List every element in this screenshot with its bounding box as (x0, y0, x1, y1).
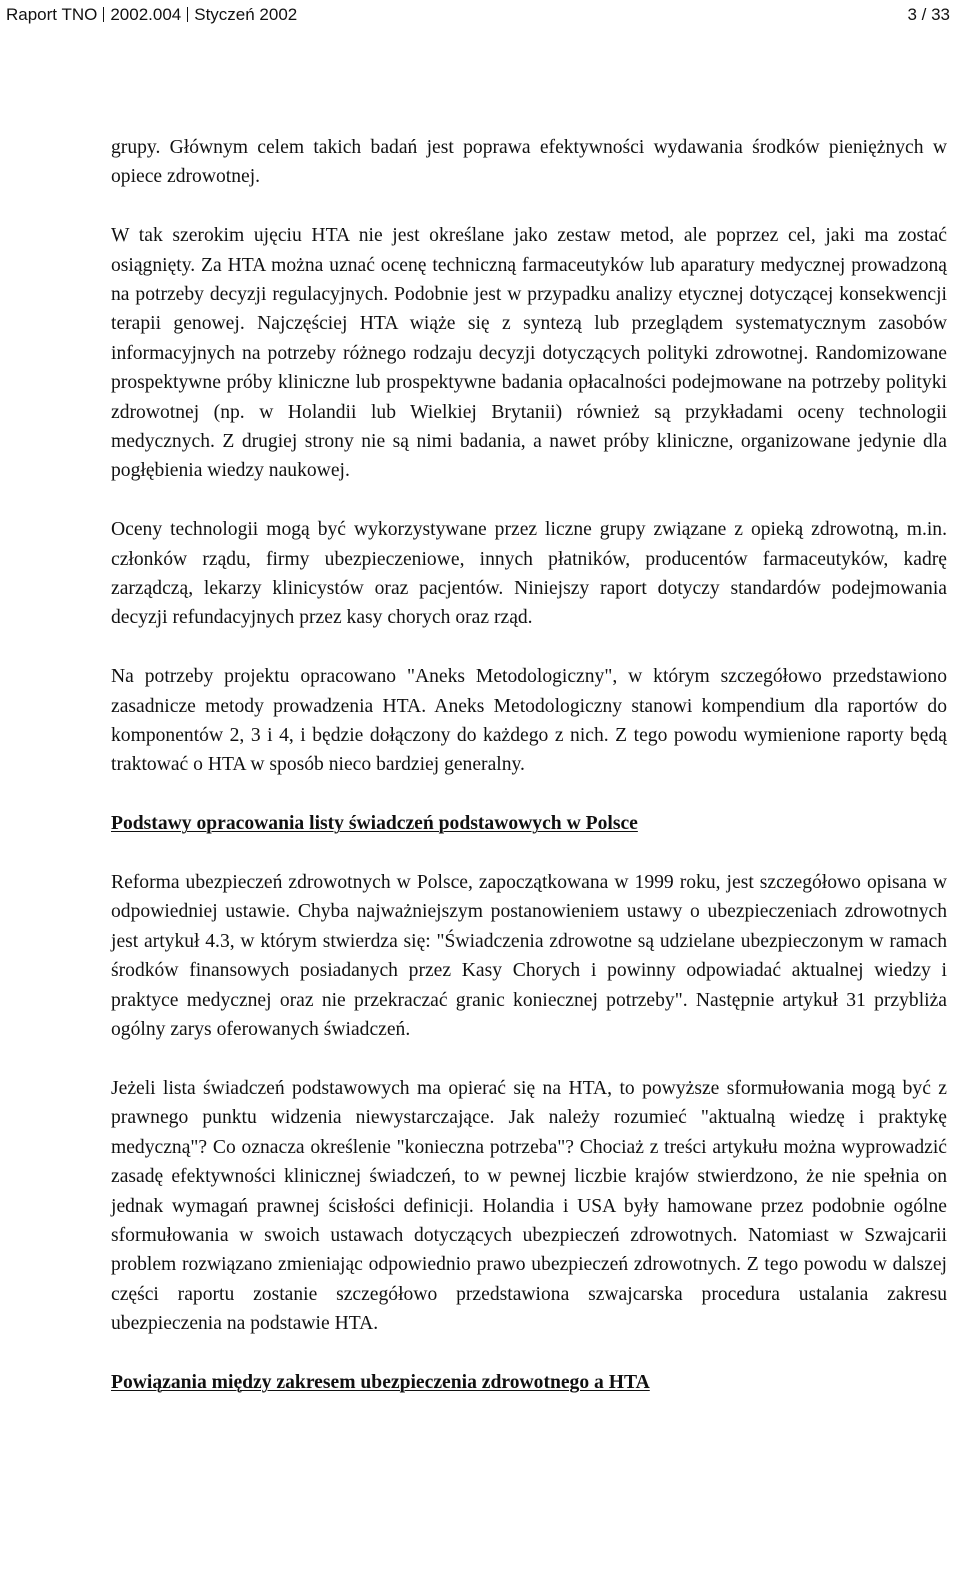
header-report-number: 2002.004 (110, 5, 182, 24)
section-heading-coverage-hta: Powiązania między zakresem ubezpieczenia zdrowotnego a HTA (111, 1371, 650, 1393)
page-header (6, 4, 950, 34)
paragraph-hta-users: Oceny technologii mogą być wykorzystywane przez liczne grupy związane z opieką zdrowotną, m.in. członków rządu, firmy ubezpieczeniowe, innych płatników, producentów farmaceutyków, kadrę zarządczą, lekarzy klinicystów oraz pacjentów. Niniejszy raport dotyczy standardów podejmowania decyzji refundacyjnych przez kasy chorych oraz rząd. (111, 519, 947, 629)
page-number: 3 / 33 (907, 5, 950, 24)
header-divider (103, 7, 104, 22)
section-heading-basic-benefits: Podstawy opracowania listy świadczeń podstawowych w Polsce (111, 813, 638, 835)
document-body (111, 133, 947, 1427)
header-divider (187, 7, 188, 22)
header-report-info (6, 4, 297, 26)
paragraph-methodological-annex: Na potrzeby projektu opracowano "Aneks Metodologiczny", w którym szczegółowo przedstawiono zasadnicze metody prowadzenia HTA. Aneks Metodologiczny stanowi kompendium dla raportów do komponentów 2, 3 i 4, i będzie dołączony do każdego z nich. Z tego powodu wymienione raporty będą traktować o HTA w sposób nieco bardziej generalny. (111, 666, 947, 776)
paragraph-health-insurance-reform: Reforma ubezpieczeń zdrowotnych w Polsce, zapoczątkowana w 1999 roku, jest szczegółowo opisana w odpowiedniej ustawie. Chyba najważniejszym postanowieniem ustawy o ubezpieczeniach zdrowotnych jest artykuł 4.3, w którym stwierdza się: "Świadczenia zdrowotne są udzielane ubezpieczonym w ramach środków finansowych posiadanych przez Kasy Chorych i powinny odpowiadać aktualnej wiedzy i praktyce medycznej oraz nie przekraczać granic koniecznej potrzeby". Następnie artykuł 31 przybliża ogólny zarys oferowanych świadczeń. (111, 872, 947, 1041)
paragraph-hta-goal: grupy. Głównym celem takich badań jest poprawa efektywności wydawania środków pieniężnych w opiece zdrowotnej. (111, 137, 947, 188)
paragraph-legal-definitions: Jeżeli lista świadczeń podstawowych ma opierać się na HTA, to powyższe sformułowania mogą być z prawnego punktu widzenia niewystarczające. Jak należy rozumieć "aktualną wiedzę i praktykę medyczną"? Co oznacza określenie "konieczna potrzeba"? Chociaż z treści artykułu można wyprowadzić zasadę efektywności klinicznej świadczeń, to w pewnej liczbie krajów stwierdzono, że nie spełnia on jednak wymagań prawnej ścisłości definicji. Holandia i USA były hamowane przez podobnie ogólne sformułowania w swoich ustawach dotyczących ubezpieczeń zdrowotnych. Natomiast w Szwajcarii problem rozwiązano zmieniając odpowiednio prawo ubezpieczeń zdrowotnych. Z tego powodu w dalszej części raportu zostanie szczegółowo przedstawiona szwajcarska procedura ustalania zakresu ubezpieczenia na podstawie HTA. (111, 1077, 947, 1335)
header-report-date: Styczeń 2002 (194, 5, 298, 24)
paragraph-hta-definition: W tak szerokim ujęciu HTA nie jest określane jako zestaw metod, ale poprzez cel, jaki ma zostać osiągnięty. Za HTA można uznać ocenę techniczną farmaceutyków lub aparatury medycznej prowadzoną na potrzeby decyzji regulacyjnych. Podobnie jest w przypadku analizy etycznej dotyczącej konsekwencji terapii genowej. Najczęściej HTA wiąże się z syntezą lub przeglądem systematycznym zasobów informacyjnych na potrzeby różnego rodzaju decyzji dotyczących polityki zdrowotnej. Randomizowane prospektywne próby kliniczne lub prospektywne badania opłacalności podejmowane na potrzeby polityki zdrowotnej (np. w Holandii lub Wielkiej Brytanii) również są przykładami oceny technologii medycznych. Z drugiej strony nie są nimi badania, a nawet próby kliniczne, organizowane jedynie dla pogłębienia wiedzy naukowej. (111, 225, 947, 482)
header-report-name: Raport TNO (6, 5, 98, 24)
